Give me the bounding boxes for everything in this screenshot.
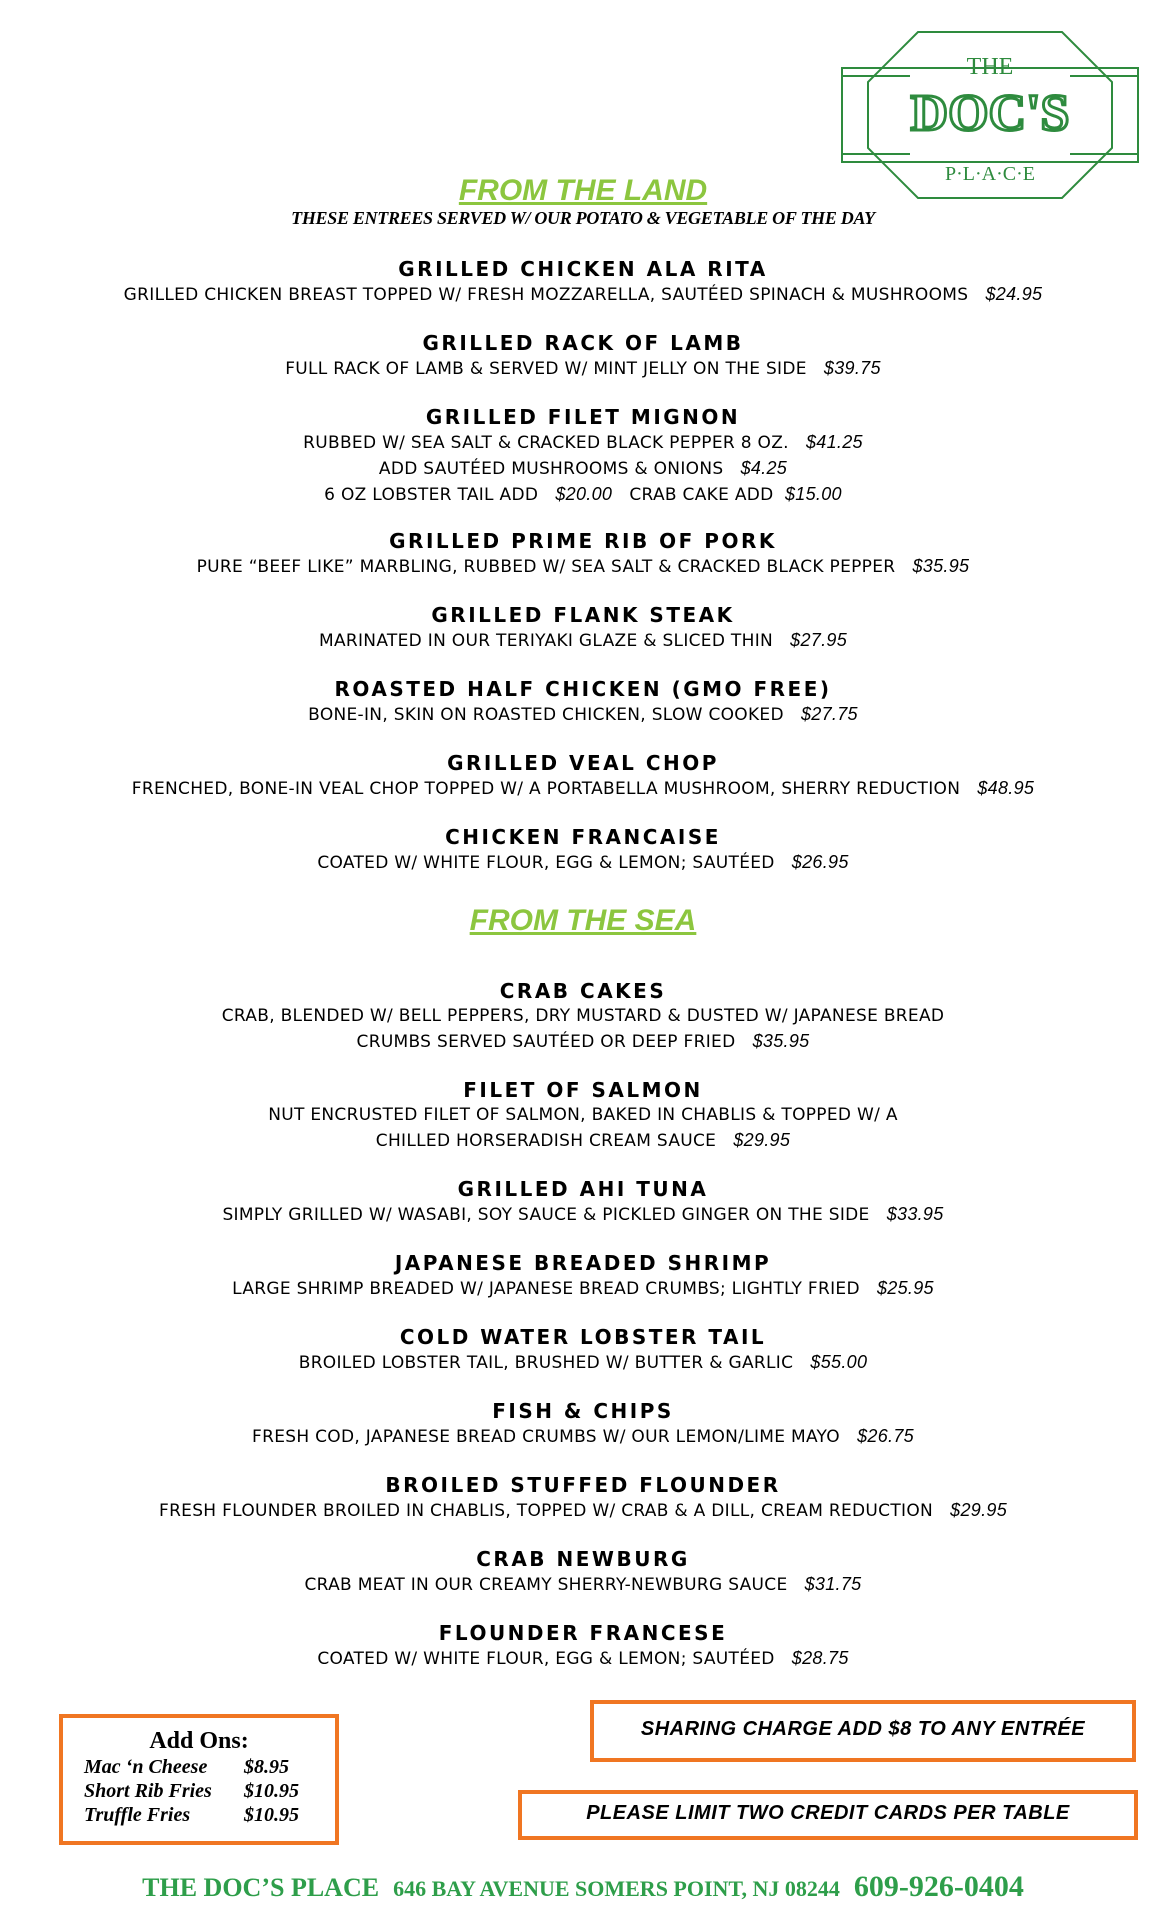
menu-item-name: FILET OF SALMON — [463, 1078, 703, 1102]
menu-item — [0, 602, 1166, 654]
menu-item-price: $48.95 — [977, 778, 1035, 798]
menu-item-price: $26.95 — [791, 852, 849, 872]
menu-item-price: $27.75 — [800, 704, 858, 724]
menu-item-name: FISH & CHIPS — [492, 1399, 674, 1423]
addon-name: Truffle Fries — [84, 1804, 191, 1826]
menu-item-name: GRILLED VEAL CHOP — [447, 751, 719, 775]
menu-item-name: GRILLED CHICKEN ALA RITA — [398, 257, 768, 281]
menu-item — [0, 256, 1166, 308]
description-text: GRILLED CHICKEN BREAST TOPPED W/ FRESH MOZZARELLA, SAUTÉED SPINACH & MUSHROOMS — [123, 285, 969, 305]
menu-item-description — [0, 1498, 1166, 1524]
menu-item-price: $29.95 — [733, 1130, 791, 1150]
menu-item-price: $33.95 — [886, 1204, 944, 1224]
menu-item-name: GRILLED RACK OF LAMB — [422, 331, 744, 355]
menu-item-description — [0, 776, 1166, 802]
menu-item — [0, 676, 1166, 728]
menu-item-price: $26.75 — [857, 1426, 914, 1446]
menu-item-price: $39.75 — [823, 358, 881, 378]
description-text: CRAB, BLENDED W/ BELL PEPPERS, DRY MUSTARD & DUSTED W/ JAPANESE BREAD — [221, 1006, 945, 1026]
menu-item-description — [0, 1424, 1166, 1450]
description-text: CHILLED HORSERADISH CREAM SAUCE — [375, 1131, 717, 1151]
land-section-title: FROM THE LAND — [458, 174, 708, 207]
menu-item-description — [0, 1128, 1166, 1154]
menu-item — [0, 1324, 1166, 1376]
addons-title: Add Ons: — [149, 1728, 249, 1754]
menu-item-price: $4.25 — [740, 458, 788, 478]
menu-item-price: $55.00 — [810, 1352, 868, 1372]
menu-item-name: GRILLED FILET MIGNON — [425, 405, 741, 429]
menu-item — [0, 824, 1166, 876]
description-text: COATED W/ WHITE FLOUR, EGG & LEMON; SAUTÉED — [317, 853, 775, 873]
addons-row — [63, 1803, 335, 1827]
menu-item-description — [0, 1350, 1166, 1376]
description-text: SIMPLY GRILLED W/ WASABI, SOY SAUCE & PICKLED GINGER ON THE SIDE — [222, 1205, 870, 1225]
menu-item — [0, 1250, 1166, 1302]
menu-item-price: $31.75 — [804, 1574, 862, 1594]
sharing-charge-notice — [590, 1700, 1136, 1762]
description-text: LARGE SHRIMP BREADED W/ JAPANESE BREAD CRUMBS; LIGHTLY FRIED — [232, 1279, 860, 1299]
menu-item-price: $29.95 — [950, 1500, 1008, 1520]
menu-item — [0, 1176, 1166, 1228]
menu-item-price: $15.00 — [784, 484, 842, 504]
menu-item-name: COLD WATER LOBSTER TAIL — [399, 1325, 767, 1349]
menu-item-price: $28.75 — [791, 1648, 849, 1668]
menu-item — [0, 1472, 1166, 1524]
menu-item — [0, 404, 1166, 508]
menu-item-description — [0, 1276, 1166, 1302]
menu-item-name: ROASTED HALF CHICKEN (GMO FREE) — [334, 677, 832, 701]
menu-item-description — [0, 850, 1166, 876]
description-text: FRESH COD, JAPANESE BREAD CRUMBS W/ OUR LEMON/LIME MAYO — [252, 1427, 840, 1447]
description-text: PURE “BEEF LIKE” MARBLING, RUBBED W/ SEA SALT & CRACKED BLACK PEPPER — [196, 557, 896, 577]
menu-item-description — [0, 1202, 1166, 1228]
menu-item-description — [0, 430, 1166, 456]
menu-item — [0, 1077, 1166, 1154]
description-text: ADD SAUTÉED MUSHROOMS & ONIONS — [378, 459, 724, 479]
sharing-charge-text: SHARING CHARGE ADD $8 TO ANY ENTRÉE — [640, 1718, 1086, 1740]
addon-name: Short Rib Fries — [84, 1780, 212, 1802]
description-text: 6 OZ LOBSTER TAIL ADD — [324, 485, 539, 505]
menu-item-name: FLOUNDER FRANCESE — [438, 1621, 728, 1645]
addons-row — [63, 1755, 335, 1779]
logo-name: DOC'S — [910, 85, 1070, 142]
description-text: FULL RACK OF LAMB & SERVED W/ MINT JELLY ON THE SIDE — [285, 359, 807, 379]
menu-item — [0, 1546, 1166, 1598]
menu-item-description — [0, 628, 1166, 654]
description-text: BONE-IN, SKIN ON ROASTED CHICKEN, SLOW COOKED — [308, 705, 784, 725]
menu-item-description — [0, 1004, 1166, 1029]
menu-item-name: GRILLED FLANK STEAK — [431, 603, 735, 627]
menu-item-price: $35.95 — [752, 1031, 810, 1051]
description-text: RUBBED W/ SEA SALT & CRACKED BLACK PEPPER 8 OZ. — [303, 433, 789, 453]
menu-item-description — [0, 1572, 1166, 1598]
description-text: FRESH FLOUNDER BROILED IN CHABLIS, TOPPED W/ CRAB & A DILL, CREAM REDUCTION — [158, 1501, 934, 1521]
footer — [0, 1870, 1166, 1904]
menu-item-name: CHICKEN FRANCAISE — [445, 825, 721, 849]
menu-item — [0, 1620, 1166, 1672]
addons-box — [59, 1714, 339, 1845]
menu-item-name: BROILED STUFFED FLOUNDER — [385, 1473, 781, 1497]
description-text: FRENCHED, BONE-IN VEAL CHOP TOPPED W/ A PORTABELLA MUSHROOM, SHERRY REDUCTION — [131, 779, 961, 799]
menu-item-name: GRILLED PRIME RIB OF PORK — [389, 529, 777, 553]
description-text: CRAB MEAT IN OUR CREAMY SHERRY-NEWBURG SAUCE — [304, 1575, 788, 1595]
menu-item — [0, 528, 1166, 580]
menu-item-price: $20.00 — [555, 484, 613, 504]
credit-card-text: PLEASE LIMIT TWO CREDIT CARDS PER TABLE — [586, 1802, 1070, 1824]
addon-price: $8.95 — [244, 1756, 289, 1778]
sea-section-title: FROM THE SEA — [469, 904, 697, 937]
menu-item-name: CRAB NEWBURG — [476, 1547, 690, 1571]
menu-item-name: JAPANESE BREADED SHRIMP — [394, 1251, 772, 1275]
menu-item-description — [0, 554, 1166, 580]
description-text: CRUMBS SERVED SAUTÉED OR DEEP FRIED — [356, 1032, 736, 1052]
description-text: BROILED LOBSTER TAIL, BRUSHED W/ BUTTER & GARLIC — [298, 1353, 794, 1373]
menu-item-description — [0, 702, 1166, 728]
menu-item-description — [0, 282, 1166, 308]
credit-card-notice — [518, 1790, 1138, 1840]
menu-item-price: $24.95 — [985, 284, 1043, 304]
footer-address: 646 BAY AVENUE SOMERS POINT, NJ 08244 — [393, 1876, 840, 1901]
menu-item-name: GRILLED AHI TUNA — [457, 1177, 709, 1201]
menu-item — [0, 330, 1166, 382]
land-section-subtitle: THESE ENTREES SERVED W/ OUR POTATO & VEGETABLE OF THE DAY — [291, 208, 875, 228]
menu-item-description — [0, 1029, 1166, 1055]
addons-row — [63, 1779, 335, 1803]
menu-item-price: $35.95 — [912, 556, 970, 576]
menu-item-name: CRAB CAKES — [499, 979, 667, 1003]
menu-item-description — [0, 456, 1166, 482]
addon-price: $10.95 — [244, 1780, 299, 1802]
menu-item-description — [0, 1646, 1166, 1672]
footer-phone: 609-926-0404 — [853, 1870, 1024, 1903]
menu-item-description — [0, 1103, 1166, 1128]
description-text: MARINATED IN OUR TERIYAKI GLAZE & SLICED THIN — [318, 631, 774, 651]
description-text: NUT ENCRUSTED FILET OF SALMON, BAKED IN CHABLIS & TOPPED W/ A — [268, 1105, 898, 1125]
addon-price: $10.95 — [244, 1804, 299, 1826]
addon-name: Mac ‘n Cheese — [84, 1756, 208, 1778]
footer-name: THE DOC’S PLACE — [142, 1873, 380, 1902]
logo-place: P·L·A·C·E — [945, 163, 1035, 185]
logo-the: THE — [966, 54, 1014, 80]
menu-item-description — [0, 482, 1166, 508]
menu-item-price: $25.95 — [876, 1278, 934, 1298]
menu-item-price: $27.95 — [790, 630, 848, 650]
menu-item-price: $41.25 — [805, 432, 863, 452]
description-text: COATED W/ WHITE FLOUR, EGG & LEMON; SAUTÉED — [317, 1649, 775, 1669]
menu-item — [0, 750, 1166, 802]
menu-item-description — [0, 356, 1166, 382]
menu-item — [0, 978, 1166, 1055]
description-text: CRAB CAKE ADD — [629, 485, 774, 505]
menu-item — [0, 1398, 1166, 1450]
